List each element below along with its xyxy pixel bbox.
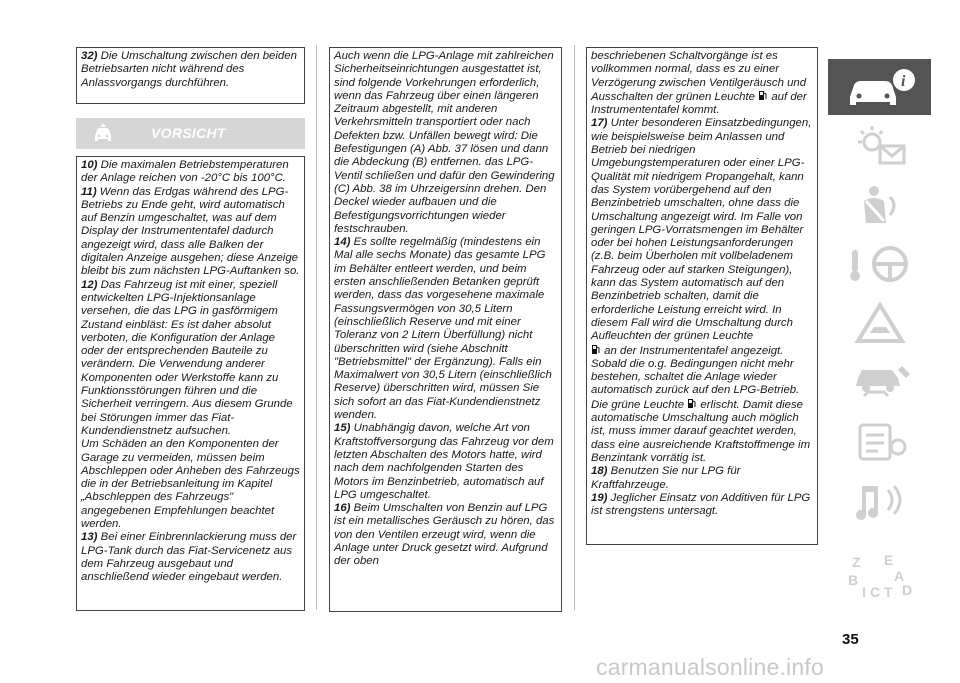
svg-text:D: D: [901, 582, 912, 598]
paragraph: 19) Jeglicher Einsatz von Additiven für LPG ist strengstens untersagt.: [591, 491, 811, 518]
paragraph: 17) Unter besonderen Einsatzbedingungen, wie beispielsweise beim Anlassen und Betrieb bei niedrigen Umgebungstemperaturen oder einer LPG-Qualität mit niedrigem Propangehalt, kann das System vorübergehend auf den Benzinbetrieb umschalten, ohne dass die Umschaltung angezeigt wird. Im Falle von geringen LPG-Vorratsmengen im Behälter oder bei hohen Leistungsanforderungen (z.B. beim Überholen mit vollbeladenem Fahrzeug oder auf starken Steigungen), kann das System automatisch auf den Benzinbetrieb schalten, damit die erforderliche Leistung erreicht wird. In diesem Fall wird die Umschaltung durch Aufleuchten der grünen Leuchte an der Instrumententafel angezeigt. Sobald die o.g. Bedingungen nicht mehr bestehen, schaltet die Anlage wieder automatisch zurück auf den LPG-Betrieb. Die grüne Leuchte erlischt. Damit diese automatische Umschaltung auch möglich ist, muss immer darauf geachtet werden, dass eine ausreichende Kraftstoffmenge im Benzintank vorrätig ist.: [591, 117, 812, 464]
page-number: 35: [842, 631, 859, 648]
svg-text:B: B: [847, 572, 858, 588]
note-number: 10): [81, 159, 101, 171]
svg-text:A: A: [893, 568, 904, 584]
vorsicht-title: VORSICHT: [151, 125, 226, 141]
paragraph: [334, 50, 557, 236]
svg-text:T: T: [883, 584, 893, 599]
fuel-pump-icon: [687, 398, 697, 409]
note-number: 16): [334, 502, 354, 515]
note-number: 15): [334, 422, 354, 435]
tab-maintenance[interactable]: [828, 354, 931, 410]
caution-list: [81, 159, 300, 585]
paragraph: [81, 50, 300, 90]
fuel-pump-icon: [758, 90, 768, 101]
note-number: 32): [81, 50, 101, 62]
tab-multimedia[interactable]: [828, 472, 931, 528]
note-text: Um Schäden an den Komponenten der Garage zu vermeiden, müssen beim Abschleppen oder Anheben des Fahrzeugs die in der Betriebsanleitung im Kapitel „Abschleppen des Fahrzeugs" angegebenen Empfehlungen beachtet werden.: [81, 438, 300, 531]
watermark: carmanualsonline.info: [596, 654, 824, 680]
tab-technical-data[interactable]: [828, 413, 931, 469]
paragraph: [334, 236, 557, 422]
note-text: Unabhängig davon, welche Art von Kraftstoffversorgung das Fahrzeug vor dem letzten Abschalten des Motors hatte, wird nach dem nachfolgenden Starten des Motors im Benzinbetrieb, automatisch auf LPG umgeschaltet.: [334, 422, 554, 501]
warning-lights-icon: [840, 122, 920, 170]
note-text: Beim Umschalten von Benzin auf LPG ist ein metallisches Geräusch zu hören, das von den Ventilen erzeugt wird, wenn die Anlage unter Druck gesetzt wird. Aufgrund der oben: [334, 502, 555, 568]
note-text: Bei einer Einbrennlackierung muss der LPG-Tank durch das Fiat-Servicenetz aus dem Fahrzeug ausgebaut und anschließend wieder eingebaut werden.: [81, 531, 297, 584]
multimedia-icon: [840, 476, 920, 524]
tab-warning-lights[interactable]: [828, 118, 931, 174]
middle-list: [334, 50, 557, 569]
steering-wheel-icon: [840, 240, 920, 288]
note-text: Die maximalen Betriebstemperaturen der Anlage reichen von -20°C bis 100°C.: [81, 159, 289, 185]
tab-starting-driving[interactable]: [828, 236, 931, 292]
paragraph: [334, 422, 557, 502]
warning-car-icon: [90, 122, 116, 144]
column-right: [586, 47, 818, 545]
note-number: 11): [81, 185, 100, 198]
paragraph: beschriebenen Schaltvorgänge ist es vollkommen normal, dass es zu einer Verzögerung zwischen Ventilgeräusch und Ausschalten der grünen Leuchte auf der Instrumententafel kommt.: [591, 50, 807, 117]
note-text: Das Fahrzeug ist mit einer, speziell entwickelten LPG-Injektionsanlage versehen, die das LPG in gasförmigem Zustand einbläst: Es ist daher absolut verboten, die Konfiguration der Anlage oder der entsprechenden Bauteile zu verändern. Die Verwendung anderer Komponenten oder Werkstoffe kann zu Funktionsstörungen führen und die Sicherheit verringern. Aus diesem Grunde bei Störungen immer das Fiat-Kundendienstnetz aufsuchen.: [81, 278, 293, 437]
note-text: Wenn das Erdgas während des LPG-Betriebs zu Ende geht, wird automatisch auf Benzin umgeschaltet, was auf dem Display der Instrumententafel dadurch angezeigt wird, dass alle Balken der digitalen Anzeige ausgehen; diese Anzeige bleibt bis zum nächsten LPG-Auftanken so.: [81, 185, 300, 278]
note-list-top: [81, 50, 300, 90]
caution-box: [76, 156, 305, 611]
tab-emergency[interactable]: [828, 295, 931, 351]
paragraph: 18) Benutzen Sie nur LPG für Kraftfahrzeuge.: [591, 465, 741, 491]
svg-text:C: C: [869, 584, 880, 599]
paragraph: [81, 531, 300, 584]
note-text: Die Umschaltung zwischen den beiden Betriebsarten nicht während des Anlassvorgangs durchführen.: [81, 50, 297, 89]
note-number: 12): [81, 278, 101, 291]
column-divider: [574, 45, 575, 610]
note-box-top: [76, 47, 305, 104]
tab-safety[interactable]: [828, 177, 931, 233]
note-text: Es sollte regelmäßig (mindestens ein Mal alle sechs Monate) das gesamte LPG im Behälter entleert werden, und beim ersten anschließenden Betanken geprüft werden, dass das vorgesehene maximale Fassungsvermögen von 30,5 Litern (einschließlich Reserve und mit einer Toleranz von 2 Litern Überfüllung) nicht überschritten wird (siehe Abschnitt "Betriebsmittel" der Ergänzung). Falls ein Maximalwert von 30,5 Litern (einschließlich Reserve) überschritten wird, müssen Sie sich sofort an das Fiat-Kundendienstnetz wenden.: [334, 236, 552, 422]
emergency-triangle-icon: [840, 299, 920, 347]
tab-index[interactable]: [828, 547, 931, 603]
paragraph: [81, 438, 300, 531]
column-middle: [329, 47, 562, 612]
car-lift-icon: [840, 358, 920, 406]
paragraph: [334, 502, 557, 568]
technical-data-icon: [840, 417, 920, 465]
svg-text:i: i: [900, 73, 905, 90]
svg-text:Z: Z: [851, 554, 861, 570]
paragraph: [81, 186, 300, 279]
car-info-icon: [840, 63, 920, 111]
tab-vehicle-info[interactable]: [828, 59, 931, 115]
paragraph: [81, 279, 300, 439]
seatbelt-icon: [840, 181, 920, 229]
svg-text:E: E: [883, 552, 893, 568]
paragraph: [81, 159, 300, 186]
fuel-pump-icon: [591, 344, 601, 355]
vorsicht-banner: [76, 118, 305, 149]
svg-text:I: I: [861, 584, 866, 599]
note-text: Auch wenn die LPG-Anlage mit zahlreichen Sicherheitseinrichtungen ausgestattet ist, sind folgende Vorkehrungen erforderlich, wenn das Fahrzeug über einen längeren Zeitraum abgestellt, mit anderen Verkehrsmitteln transportiert oder nach Defekten bzw. Unfällen bewegt wird: Die Befestigungen (A) Abb. 37 lösen und dann die Abdeckung (B) entfernen. das LPG-Ventil schließen und dafür den Gewindering (C) Abb. 38 im Uhrzeigersinn drehen. Den Deckel wieder aufbauen und die Befestigungsvorrichtungen wieder festschrauben.: [334, 50, 555, 235]
note-number: 13): [81, 531, 101, 544]
note-number: 14): [334, 236, 354, 249]
alphabetical-index-icon: [840, 551, 920, 599]
column-divider: [316, 45, 317, 610]
